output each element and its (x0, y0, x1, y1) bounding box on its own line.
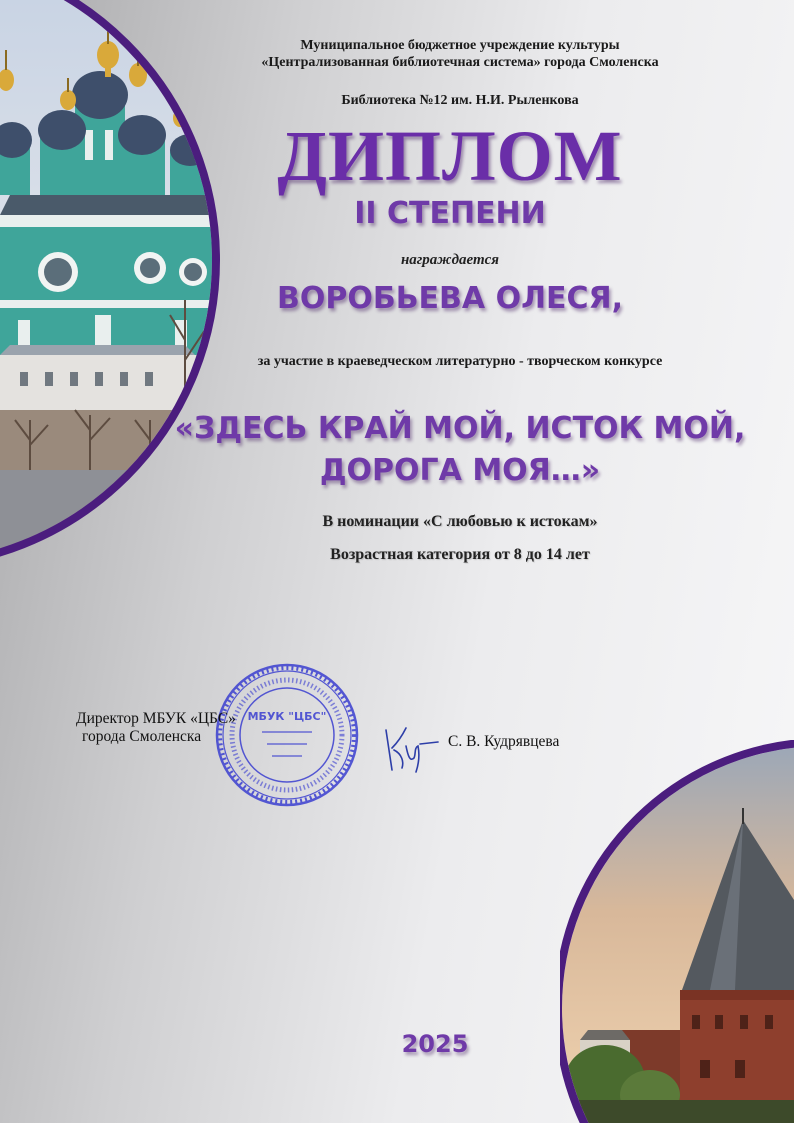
awarded-label: награждается (400, 252, 500, 268)
diploma-degree: II СТЕПЕНИ (354, 196, 546, 231)
nomination-text: В номинации «С любовью к истокам» (322, 513, 598, 530)
director-line1: Директор МБУК «ЦБС» (76, 710, 236, 727)
contest-title-line1: «ЗДЕСЬ КРАЙ МОЙ, ИСТОК МОЙ, (174, 411, 746, 446)
director-name: С. В. Кудрявцева (448, 733, 560, 750)
institution-line1: Муниципальное бюджетное учреждение культуры (300, 38, 620, 53)
contest-title-line2: ДОРОГА МОЯ…» (319, 453, 601, 488)
director-line2: города Смоленска (82, 728, 202, 745)
participation-text: за участие в краеведческом литературно - творческом конкурсе (257, 354, 663, 369)
age-category-text: Возрастная категория от 8 до 14 лет (330, 546, 590, 563)
contest-title (150, 408, 770, 492)
tower-photo (560, 740, 794, 1123)
handwritten-signature (380, 722, 442, 774)
institution-line2: «Централизованная библиотечная система» города Смоленска (261, 55, 659, 70)
diploma-title: ДИПЛОМ (277, 116, 623, 196)
library-name: Библиотека №12 им. Н.И. Рыленкова (341, 93, 579, 108)
director-title (76, 710, 316, 746)
institution-name (120, 37, 794, 71)
recipient-name: ВОРОБЬЕВА ОЛЕСЯ, (276, 281, 624, 316)
year: 2025 (401, 1030, 469, 1058)
stamp-text: МБУК "ЦБС" (247, 710, 327, 723)
